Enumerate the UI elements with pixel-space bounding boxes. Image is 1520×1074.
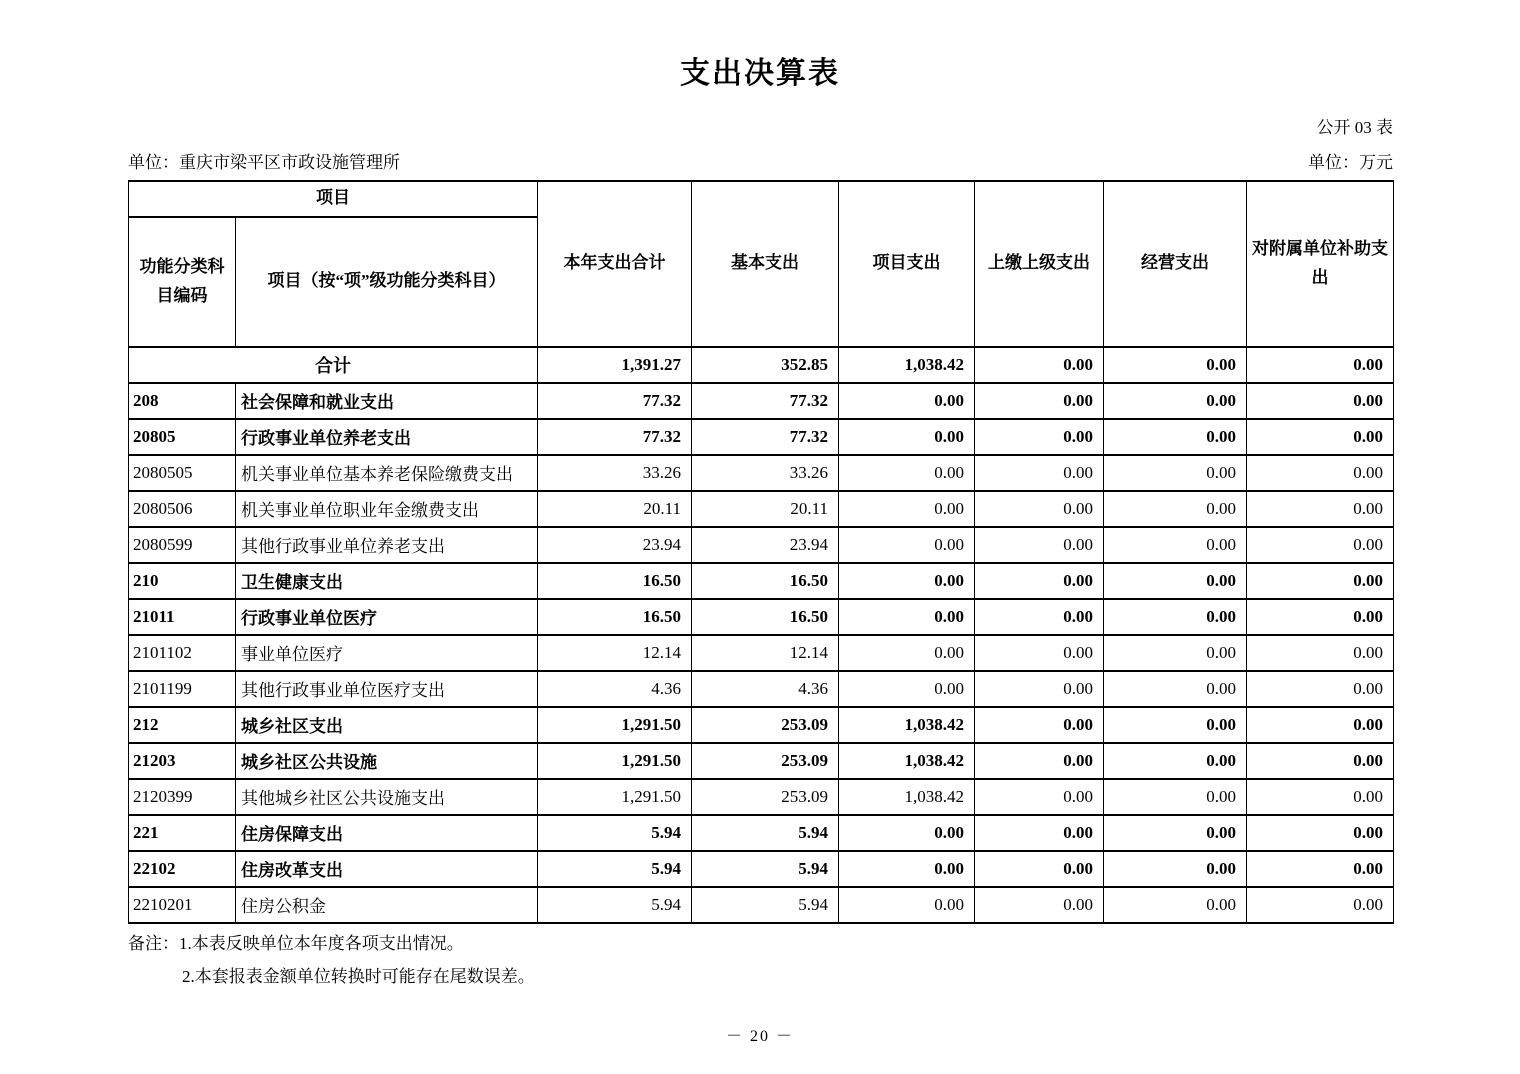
row-value-year: 5.94 (538, 851, 692, 887)
row-value-year: 77.32 (538, 383, 692, 419)
row-value-operating: 0.00 (1104, 599, 1247, 635)
row-value-subsidy: 0.00 (1247, 707, 1394, 743)
row-value-year: 16.50 (538, 599, 692, 635)
row-value-basic: 5.94 (692, 815, 839, 851)
table-row (129, 743, 1394, 779)
row-value-subsidy: 0.00 (1247, 815, 1394, 851)
row-value-upward: 0.00 (975, 383, 1104, 419)
row-value-operating: 0.00 (1104, 779, 1247, 815)
currency-unit-label: 单位：万元 (1308, 152, 1393, 172)
total-value-operating: 0.00 (1104, 347, 1247, 383)
row-value-basic: 33.26 (692, 455, 839, 491)
row-name: 机关事业单位职业年金缴费支出 (236, 491, 538, 527)
row-name: 住房公积金 (236, 887, 538, 923)
table-row (129, 455, 1394, 491)
row-value-project: 0.00 (839, 887, 975, 923)
row-value-operating: 0.00 (1104, 563, 1247, 599)
row-value-upward: 0.00 (975, 563, 1104, 599)
row-code: 21203 (129, 743, 236, 779)
row-code: 2120399 (129, 779, 236, 815)
row-value-subsidy: 0.00 (1247, 743, 1394, 779)
row-value-subsidy: 0.00 (1247, 383, 1394, 419)
row-value-basic: 4.36 (692, 671, 839, 707)
page-title: 支出决算表 (680, 57, 840, 90)
total-value-upward: 0.00 (975, 347, 1104, 383)
row-value-project: 1,038.42 (839, 743, 975, 779)
row-value-operating: 0.00 (1104, 419, 1247, 455)
header-col-operating: 经营支出 (1104, 181, 1247, 347)
row-value-operating: 0.00 (1104, 707, 1247, 743)
row-name: 住房改革支出 (236, 851, 538, 887)
row-value-basic: 77.32 (692, 419, 839, 455)
row-value-upward: 0.00 (975, 635, 1104, 671)
row-value-operating: 0.00 (1104, 743, 1247, 779)
row-value-project: 0.00 (839, 491, 975, 527)
row-name: 行政事业单位养老支出 (236, 419, 538, 455)
row-value-operating: 0.00 (1104, 455, 1247, 491)
row-value-upward: 0.00 (975, 779, 1104, 815)
row-value-basic: 16.50 (692, 563, 839, 599)
row-value-upward: 0.00 (975, 671, 1104, 707)
row-name: 其他城乡社区公共设施支出 (236, 779, 538, 815)
row-value-year: 1,291.50 (538, 779, 692, 815)
row-value-upward: 0.00 (975, 599, 1104, 635)
row-value-project: 1,038.42 (839, 707, 975, 743)
header-row-top (129, 181, 1394, 217)
page-number: － 20 － (725, 1028, 794, 1045)
row-value-year: 1,291.50 (538, 707, 692, 743)
row-value-year: 5.94 (538, 815, 692, 851)
table-row (129, 851, 1394, 887)
row-value-subsidy: 0.00 (1247, 455, 1394, 491)
row-code: 2080506 (129, 491, 236, 527)
row-value-operating: 0.00 (1104, 527, 1247, 563)
note-line-1 (128, 933, 1520, 956)
table-row (129, 887, 1394, 923)
table-row (129, 491, 1394, 527)
header-col-year-total: 本年支出合计 (538, 181, 692, 347)
header-col-subsidy: 对附属单位补助支出 (1247, 181, 1394, 347)
table-row (129, 599, 1394, 635)
row-value-basic: 16.50 (692, 599, 839, 635)
row-value-basic: 253.09 (692, 779, 839, 815)
row-value-year: 5.94 (538, 887, 692, 923)
row-code: 212 (129, 707, 236, 743)
row-value-upward: 0.00 (975, 491, 1104, 527)
total-value-basic: 352.85 (692, 347, 839, 383)
row-value-project: 0.00 (839, 851, 975, 887)
row-value-upward: 0.00 (975, 527, 1104, 563)
row-code: 221 (129, 815, 236, 851)
row-value-operating: 0.00 (1104, 671, 1247, 707)
row-value-operating: 0.00 (1104, 383, 1247, 419)
row-value-project: 0.00 (839, 419, 975, 455)
table-row (129, 527, 1394, 563)
notes-block (128, 933, 1520, 990)
row-value-basic: 77.32 (692, 383, 839, 419)
row-value-year: 12.14 (538, 635, 692, 671)
table-row (129, 671, 1394, 707)
row-code: 2101102 (129, 635, 236, 671)
row-value-upward: 0.00 (975, 419, 1104, 455)
row-value-upward: 0.00 (975, 455, 1104, 491)
table-row (129, 779, 1394, 815)
header-col-project: 项目支出 (839, 181, 975, 347)
row-value-basic: 23.94 (692, 527, 839, 563)
table-row (129, 383, 1394, 419)
row-value-operating: 0.00 (1104, 887, 1247, 923)
row-code: 2080599 (129, 527, 236, 563)
row-value-subsidy: 0.00 (1247, 563, 1394, 599)
total-row-label: 合计 (129, 347, 538, 383)
total-value-project: 1,038.42 (839, 347, 975, 383)
row-name: 城乡社区支出 (236, 707, 538, 743)
row-name: 住房保障支出 (236, 815, 538, 851)
row-value-year: 4.36 (538, 671, 692, 707)
row-value-basic: 12.14 (692, 635, 839, 671)
row-value-project: 0.00 (839, 563, 975, 599)
row-value-subsidy: 0.00 (1247, 491, 1394, 527)
row-value-subsidy: 0.00 (1247, 419, 1394, 455)
row-code: 208 (129, 383, 236, 419)
row-value-upward: 0.00 (975, 887, 1104, 923)
row-value-subsidy: 0.00 (1247, 851, 1394, 887)
header-col-upward: 上缴上级支出 (975, 181, 1104, 347)
row-code: 20805 (129, 419, 236, 455)
total-row (129, 347, 1394, 383)
row-value-year: 16.50 (538, 563, 692, 599)
header-project-name-col: 项目（按“项”级功能分类科目） (236, 217, 538, 347)
row-name: 其他行政事业单位养老支出 (236, 527, 538, 563)
notes-label: 备注： (128, 933, 179, 953)
total-value-subsidy: 0.00 (1247, 347, 1394, 383)
row-code: 22102 (129, 851, 236, 887)
row-value-upward: 0.00 (975, 815, 1104, 851)
row-value-upward: 0.00 (975, 707, 1104, 743)
row-value-year: 23.94 (538, 527, 692, 563)
row-value-basic: 5.94 (692, 851, 839, 887)
row-name: 卫生健康支出 (236, 563, 538, 599)
row-value-project: 0.00 (839, 815, 975, 851)
row-value-project: 0.00 (839, 599, 975, 635)
row-value-basic: 253.09 (692, 707, 839, 743)
unit-info-row (128, 148, 1393, 173)
row-value-project: 0.00 (839, 527, 975, 563)
row-value-subsidy: 0.00 (1247, 671, 1394, 707)
table-row (129, 707, 1394, 743)
row-name: 行政事业单位医疗 (236, 599, 538, 635)
row-value-operating: 0.00 (1104, 635, 1247, 671)
header-project-group: 项目 (129, 181, 538, 217)
row-value-project: 1,038.42 (839, 779, 975, 815)
row-code: 2080505 (129, 455, 236, 491)
row-name: 城乡社区公共设施 (236, 743, 538, 779)
table-header (129, 181, 1394, 347)
row-value-upward: 0.00 (975, 743, 1104, 779)
row-value-year: 1,291.50 (538, 743, 692, 779)
note-line-2: 2.本套报表金额单位转换时可能存在尾数误差。 (182, 967, 535, 987)
row-value-subsidy: 0.00 (1247, 599, 1394, 635)
row-value-basic: 5.94 (692, 887, 839, 923)
row-value-project: 0.00 (839, 455, 975, 491)
row-value-operating: 0.00 (1104, 815, 1247, 851)
row-name: 事业单位医疗 (236, 635, 538, 671)
row-code: 2101199 (129, 671, 236, 707)
row-name: 社会保障和就业支出 (236, 383, 538, 419)
row-value-subsidy: 0.00 (1247, 887, 1394, 923)
table-body (129, 347, 1394, 923)
row-value-basic: 253.09 (692, 743, 839, 779)
table-row (129, 815, 1394, 851)
row-code: 2210201 (129, 887, 236, 923)
note-1-text: 1.本表反映单位本年度各项支出情况。 (179, 933, 464, 953)
table-code-label: 公开 03 表 (1316, 117, 1393, 137)
table-row (129, 635, 1394, 671)
row-value-year: 33.26 (538, 455, 692, 491)
row-value-year: 20.11 (538, 491, 692, 527)
row-value-subsidy: 0.00 (1247, 635, 1394, 671)
expenditure-table (128, 180, 1394, 924)
table-row (129, 563, 1394, 599)
header-col-basic: 基本支出 (692, 181, 839, 347)
header-code-col: 功能分类科目编码 (129, 217, 236, 347)
row-code: 21011 (129, 599, 236, 635)
org-name-label: 单位：重庆市梁平区市政设施管理所 (128, 152, 400, 172)
row-value-basic: 20.11 (692, 491, 839, 527)
row-value-project: 0.00 (839, 383, 975, 419)
row-value-project: 0.00 (839, 635, 975, 671)
row-name: 其他行政事业单位医疗支出 (236, 671, 538, 707)
row-name: 机关事业单位基本养老保险缴费支出 (236, 455, 538, 491)
row-value-subsidy: 0.00 (1247, 779, 1394, 815)
row-value-subsidy: 0.00 (1247, 527, 1394, 563)
table-row (129, 419, 1394, 455)
row-value-project: 0.00 (839, 671, 975, 707)
row-value-year: 77.32 (538, 419, 692, 455)
row-value-operating: 0.00 (1104, 491, 1247, 527)
row-value-upward: 0.00 (975, 851, 1104, 887)
row-code: 210 (129, 563, 236, 599)
total-value-year: 1,391.27 (538, 347, 692, 383)
row-value-operating: 0.00 (1104, 851, 1247, 887)
